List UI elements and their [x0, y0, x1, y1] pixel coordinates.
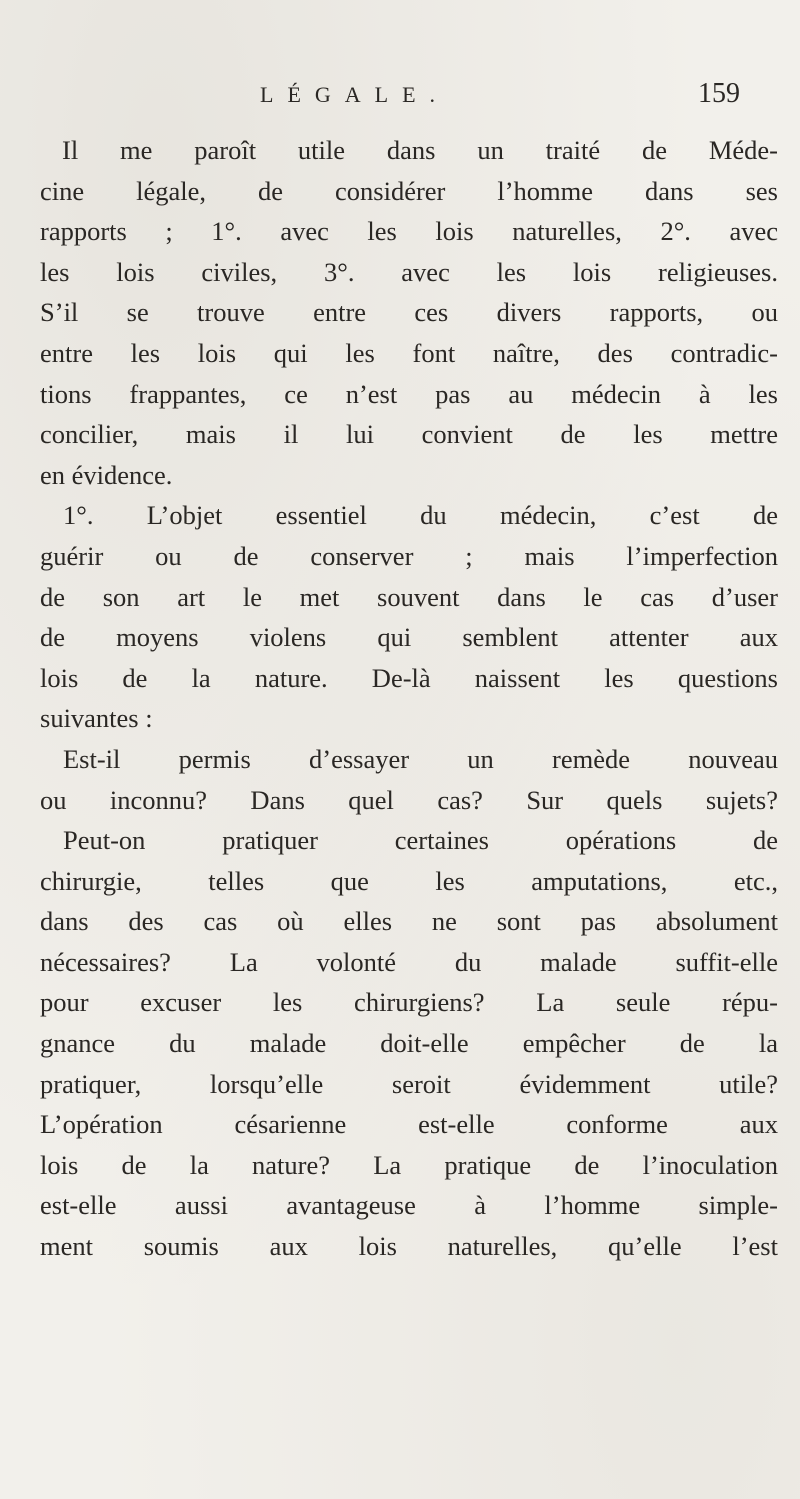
text-line: gnance du malade doit-elle empêcher de la: [40, 1028, 778, 1059]
text-line: suivantes :: [40, 703, 153, 734]
text-line: ou inconnu? Dans quel cas? Sur quels sujets?: [40, 784, 778, 815]
text-line: de son art le met souvent dans le cas d’user: [40, 581, 778, 612]
text-line: lois de la nature? La pratique de l’inoculation: [40, 1149, 778, 1180]
running-head: LÉGALE.: [260, 82, 450, 107]
text-line: ment soumis aux lois naturelles, qu’elle l’est: [40, 1231, 778, 1262]
text-line: lois de la nature. De-là naissent les questions: [40, 662, 778, 693]
text-line: tions frappantes, ce n’est pas au médecin à les: [40, 378, 778, 409]
text-line: rapports ; 1°. avec les lois naturelles, 2°. avec: [40, 216, 778, 247]
text-line: guérir ou de conserver ; mais l’imperfection: [40, 540, 778, 571]
text-line: chirurgie, telles que les amputations, etc.,: [40, 865, 778, 896]
text-line: pour excuser les chirurgiens? La seule répu-: [40, 987, 778, 1018]
text-line: en évidence.: [40, 459, 173, 490]
body-text: [40, 130, 778, 1267]
text-line: est-elle aussi avantageuse à l’homme simple-: [40, 1190, 778, 1221]
text-line: cine légale, de considérer l’homme dans ses: [40, 175, 778, 206]
text-line: concilier, mais il lui convient de les mettre: [40, 419, 778, 450]
text-line: entre les lois qui les font naître, des contradic-: [40, 337, 778, 368]
text-line: dans des cas où elles ne sont pas absolument: [40, 906, 778, 937]
text-line: 1°. L’objet essentiel du médecin, c’est de: [63, 500, 778, 531]
text-line: Il me paroît utile dans un traité de Méde-: [62, 135, 778, 165]
text-line: pratiquer, lorsqu’elle seroit évidemment utile?: [40, 1068, 778, 1099]
text-line: les lois civiles, 3°. avec les lois religieuses.: [40, 256, 778, 287]
text-line: S’il se trouve entre ces divers rapports, ou: [40, 297, 778, 328]
page-number: 159: [698, 78, 740, 109]
page-header: [0, 78, 800, 122]
text-line: L’opération césarienne est-elle conforme aux: [40, 1109, 778, 1140]
text-line: Est-il permis d’essayer un remède nouveau: [63, 743, 778, 774]
text-line: de moyens violens qui semblent attenter aux: [40, 622, 778, 653]
text-line: nécessaires? La volonté du malade suffit-elle: [40, 946, 778, 977]
text-line: Peut-on pratiquer certaines opérations de: [63, 825, 778, 856]
